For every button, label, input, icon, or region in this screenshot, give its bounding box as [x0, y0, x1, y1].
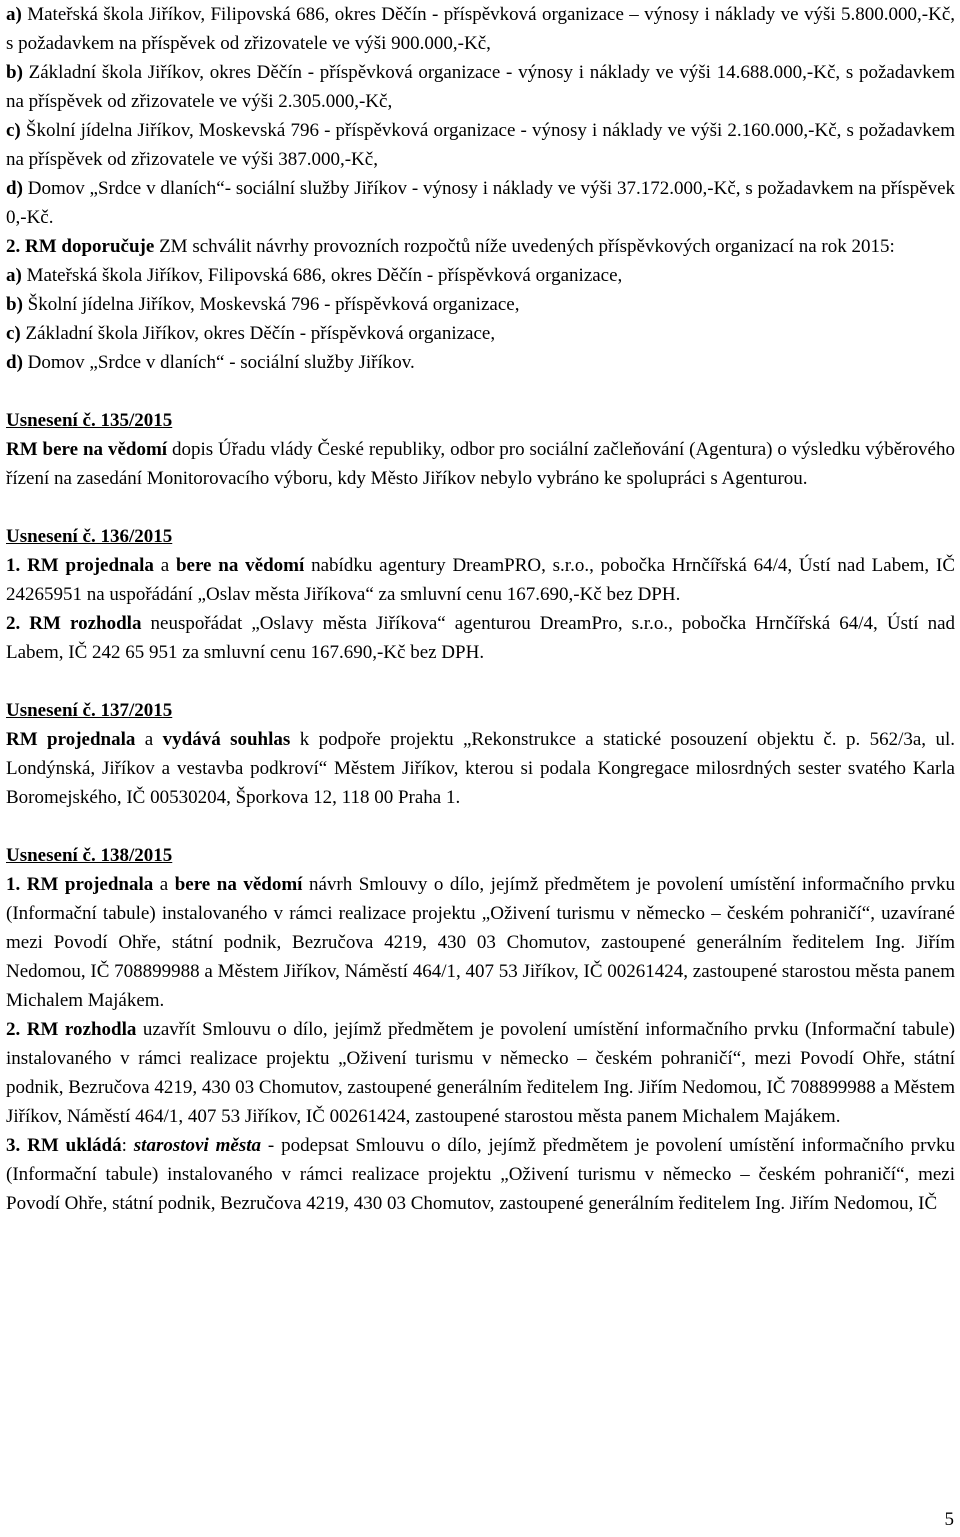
resolution-138-point-2	[6, 1015, 955, 1131]
text-run: a	[135, 729, 163, 750]
resolution-137-text	[6, 725, 955, 812]
bold-text-run: a)	[6, 4, 22, 25]
bold-text-run: 2. RM rozhodla	[6, 1019, 137, 1040]
bold-text-run: RM projednala	[6, 729, 136, 750]
bold-text-run: 2. RM doporučuje	[6, 236, 155, 257]
text-run: Mateřská škola Jiříkov, Filipovská 686, okres Děčín - příspěvková organizace,	[21, 265, 623, 286]
item-b-zakladni	[6, 58, 955, 116]
item-c-jidelna	[6, 116, 955, 174]
text-run: neuspořádat „Oslavy města Jiříkova“ agenturou DreamPro, s.r.o., pobočka Hrnčířská 64/4, Ústí nad Labem, IČ 242 65 951 za smluvní cenu 167.690,-Kč bez DPH.	[6, 613, 956, 663]
bold-text-run: c)	[6, 323, 21, 344]
bold-text-run: c)	[6, 120, 21, 141]
text-run: - podepsat Smlouvu o dílo, jejímž předmětem je povolení umístění informačního prvku (Informační tabule) instalovaného v rámci realizace projektu „Oživení turismu v německo – českém pohraničí“, mezi Povodí Ohře, státní podnik, Bezručova 4219, 430 03 Chomutov, zastoupené generálním ředitelem Ing. Jiřím Nedomou, IČ	[6, 1135, 956, 1214]
text-run: Domov „Srdce v dlaních“- sociální služby Jiříkov - výnosy i náklady ve výši 37.172.000,-Kč, s požadavkem na příspěvek 0,-Kč.	[6, 178, 955, 228]
resolution-138-point-3	[6, 1131, 955, 1218]
paragraph-spacer	[6, 812, 955, 841]
document-page	[6, 0, 955, 1218]
text-run: :	[121, 1135, 134, 1156]
bold-text-run: d)	[6, 352, 23, 373]
bold-text-run: starostovi města	[133, 1135, 261, 1156]
heading-138: Usnesení č. 138/2015	[6, 845, 173, 866]
list-c	[6, 319, 955, 348]
bold-text-run: 1. RM projednala	[6, 874, 154, 895]
paragraph-spacer	[6, 377, 955, 406]
text-run: Školní jídelna Jiříkov, Moskevská 796 - příspěvková organizace - výnosy i náklady ve výši 2.160.000,-Kč, s požadavkem na příspěvek od zřizovatele ve výši 387.000,-Kč,	[6, 120, 955, 170]
list-a	[6, 261, 955, 290]
text-run: dopis Úřadu vlády České republiky, odbor pro sociální začleňování (Agentura) o výsledku výběrového řízení na zasedání Monitorovacího výboru, kdy Město Jiříkov nebylo vybráno ke spolupráci s Agenturou.	[6, 439, 955, 489]
bold-text-run: b)	[6, 62, 23, 83]
bold-text-run: 1. RM projednala	[6, 555, 154, 576]
bold-text-run: b)	[6, 294, 23, 315]
item-d-domov	[6, 174, 955, 232]
resolution-135-text	[6, 435, 955, 493]
text-run: Základní škola Jiříkov, okres Děčín - příspěvková organizace,	[20, 323, 496, 344]
point-2-doporucuje	[6, 232, 955, 261]
bold-text-run: 2. RM rozhodla	[6, 613, 142, 634]
resolution-136-point-2	[6, 609, 955, 667]
bold-text-run: bere na vědomí	[174, 874, 303, 895]
list-d	[6, 348, 955, 377]
paragraph-spacer	[6, 493, 955, 522]
text-run: Domov „Srdce v dlaních“ - sociální služby Jiříkov.	[22, 352, 415, 373]
text-run: nabídku agentury DreamPRO, s.r.o., pobočka Hrnčířská 64/4, Ústí nad Labem, IČ 24265951 na uspořádání „Oslav města Jiříkova“ za smluvní cenu 167.690,-Kč bez DPH.	[6, 555, 955, 605]
resolution-136-point-1	[6, 551, 955, 609]
bold-text-run: a)	[6, 265, 22, 286]
bold-text-run: vydává souhlas	[162, 729, 291, 750]
bold-text-run: d)	[6, 178, 23, 199]
text-run: a	[153, 874, 175, 895]
heading-137: Usnesení č. 137/2015	[6, 700, 173, 721]
paragraph-spacer	[6, 667, 955, 696]
bold-text-run: bere na vědomí	[175, 555, 305, 576]
text-run: návrh Smlouvy o dílo, jejímž předmětem je povolení umístění informačního prvku (Informační tabule) instalovaného v rámci realizace projektu „Oživení turismu v německo – českém pohraničí“, uzavírané mezi Povodí Ohře, státní podnik, Bezručova 4219, 430 03 Chomutov, zastoupené generálním ředitelem Ing. Jiřím Nedomou, IČ 708899988 a Městem Jiříkov, Náměstí 464/1, 407 53 Jiříkov, IČ 00261424, zastoupené starostou města panem Michalem Majákem.	[6, 874, 956, 1011]
item-a-materska	[6, 0, 955, 58]
page-number: 5	[944, 1509, 954, 1530]
text-run: k podpoře projektu „Rekonstrukce a statické posouzení objektu č. p. 562/3a, ul. Londýnská, Jiříkov a vestavba podkroví“ Městem Jiříkov, kterou si podala Kongregace milosrdných sester svatého Karla Boromejského, IČ 00530204, Šporkova 12, 118 00 Praha 1.	[6, 729, 955, 808]
bold-text-run: RM bere na vědomí	[6, 439, 168, 460]
list-b	[6, 290, 955, 319]
heading-135: Usnesení č. 135/2015	[6, 410, 173, 431]
text-run: a	[153, 555, 176, 576]
text-run: ZM schválit návrhy provozních rozpočtů níže uvedených příspěvkových organizací na rok 2015:	[154, 236, 895, 257]
text-run: Školní jídelna Jiříkov, Moskevská 796 - příspěvková organizace,	[22, 294, 520, 315]
resolution-138-point-1	[6, 870, 955, 1015]
heading-136: Usnesení č. 136/2015	[6, 526, 173, 547]
text-run: uzavřít Smlouvu o dílo, jejímž předmětem je povolení umístění informačního prvku (Informační tabule) instalovaného v rámci realizace projektu „Oživení turismu v německo – českém pohraničí“, mezi Povodí Ohře, státní podnik, Bezručova 4219, 430 03 Chomutov, zastoupené generálním ředitelem Ing. Jiřím Nedomou, IČ 708899988 a Městem Jiříkov, Náměstí 464/1, 407 53 Jiříkov, IČ 00261424, zastoupené starostou města panem Michalem Majákem.	[6, 1019, 955, 1127]
text-run: Základní škola Jiříkov, okres Děčín - příspěvková organizace - výnosy i náklady ve výši 14.688.000,-Kč, s požadavkem na příspěvek od zřizovatele ve výši 2.305.000,-Kč,	[6, 62, 955, 112]
text-run: Mateřská škola Jiříkov, Filipovská 686, okres Děčín - příspěvková organizace – výnosy i náklady ve výši 5.800.000,-Kč, s požadavkem na příspěvek od zřizovatele ve výši 900.000,-Kč,	[6, 4, 955, 54]
bold-text-run: 3. RM ukládá	[6, 1135, 122, 1156]
